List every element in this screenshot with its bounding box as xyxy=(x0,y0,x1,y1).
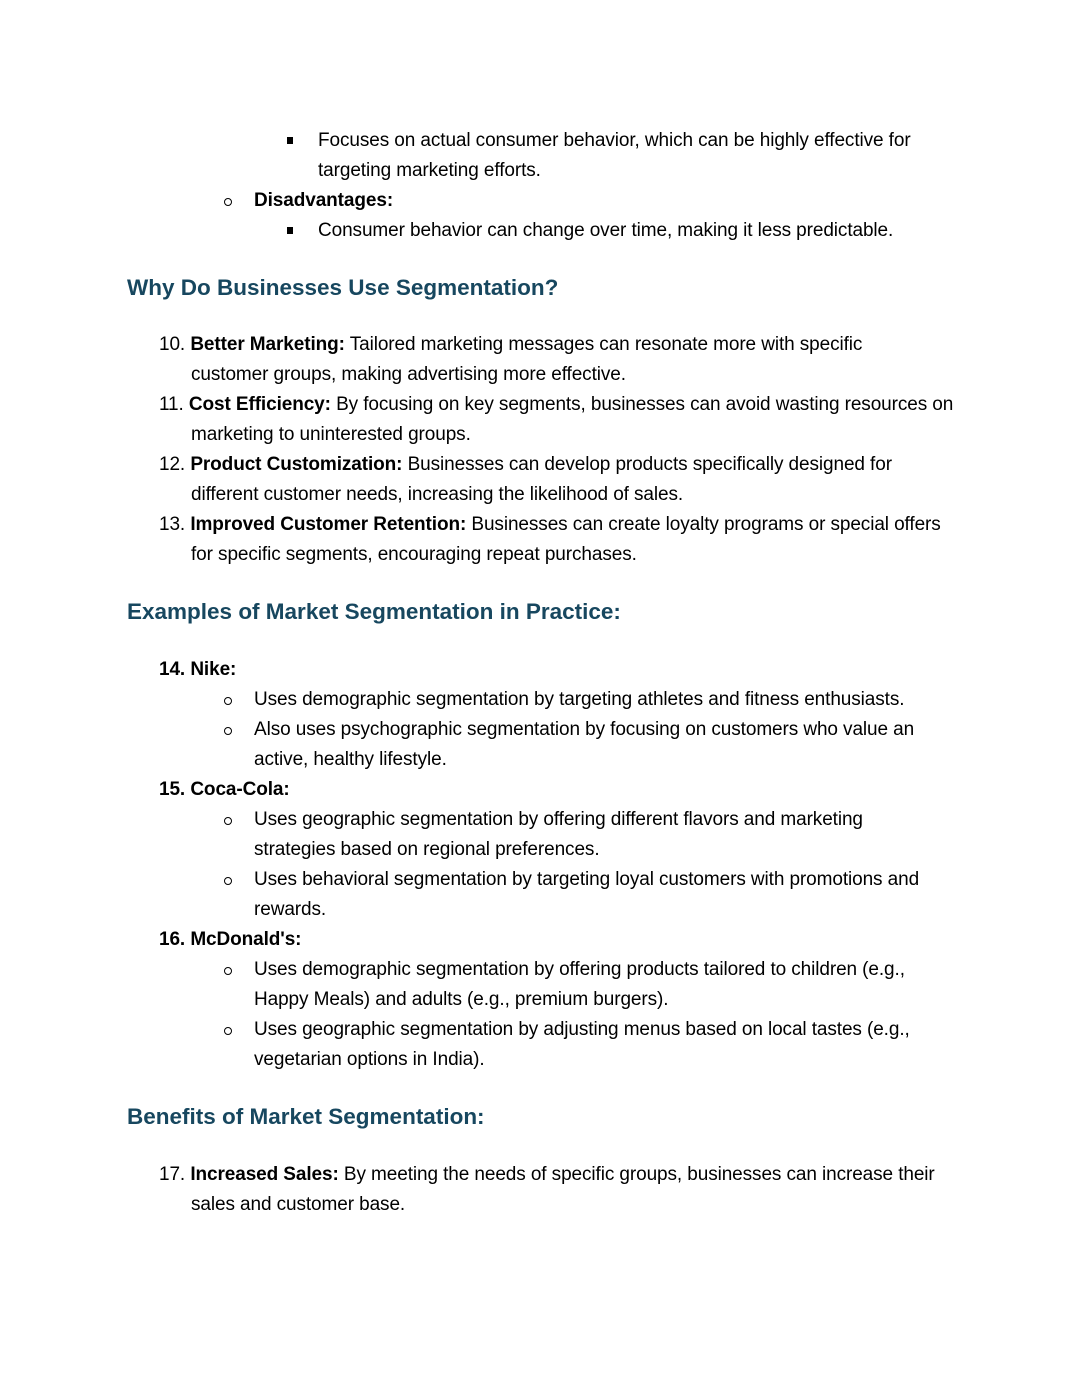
circle-bullet-icon xyxy=(224,877,232,885)
item-text: Tailored marketing messages can resonate more with specific xyxy=(344,334,863,355)
bullet-text: Consumer behavior can change over time, making it less predictable. xyxy=(318,220,894,241)
bullet-text: Uses demographic segmentation by offering products tailored to children (e.g., xyxy=(254,959,905,980)
circle-bullet-icon xyxy=(224,727,232,735)
bullet-text-continued: active, healthy lifestyle. xyxy=(254,749,447,770)
bullet-text-continued: Happy Meals) and adults (e.g., premium burgers). xyxy=(254,989,669,1010)
example-title xyxy=(159,925,301,955)
item-label: McDonald's: xyxy=(190,929,302,950)
item-text-continued: sales and customer base. xyxy=(191,1194,406,1215)
bullet-text: Uses geographic segmentation by adjusting menus based on local tastes (e.g., xyxy=(254,1019,910,1040)
item-label: Nike: xyxy=(190,659,237,680)
example-title xyxy=(159,655,236,685)
disadvantages-label: Disadvantages: xyxy=(254,190,394,211)
item-label: Better Marketing: xyxy=(190,334,345,355)
item-label: Coca-Cola: xyxy=(190,779,290,800)
circle-bullet-icon xyxy=(224,198,232,206)
square-bullet-icon xyxy=(287,227,293,234)
item-text: By meeting the needs of specific groups, businesses can increase their xyxy=(338,1164,935,1185)
bullet-text: Uses geographic segmentation by offering different flavors and marketing xyxy=(254,809,863,830)
list-item xyxy=(159,450,892,480)
item-text: Businesses can develop products specifically designed for xyxy=(402,454,892,475)
circle-bullet-icon xyxy=(224,697,232,705)
bullet-text: Focuses on actual consumer behavior, which can be highly effective for xyxy=(318,130,911,151)
item-label: Product Customization: xyxy=(190,454,403,475)
bullet-text-continued: strategies based on regional preferences. xyxy=(254,839,600,860)
bullet-text: targeting marketing efforts. xyxy=(318,160,541,181)
item-number: 16. xyxy=(159,929,186,950)
list-item xyxy=(159,330,862,360)
circle-bullet-icon xyxy=(224,1027,232,1035)
section-heading-examples: Examples of Market Segmentation in Practice: xyxy=(127,599,621,624)
item-number: 11. xyxy=(159,394,184,415)
bullet-text-continued: vegetarian options in India). xyxy=(254,1049,485,1070)
item-number: 17. xyxy=(159,1164,186,1185)
circle-bullet-icon xyxy=(224,817,232,825)
item-label: Cost Efficiency: xyxy=(188,394,331,415)
bullet-text: Also uses psychographic segmentation by focusing on customers who value an xyxy=(254,719,915,740)
item-text: Businesses can create loyalty programs or special offers xyxy=(466,514,941,535)
bullet-text: Uses demographic segmentation by targeting athletes and fitness enthusiasts. xyxy=(254,689,905,710)
bullet-text-continued: rewards. xyxy=(254,899,327,920)
item-number: 10. xyxy=(159,334,186,355)
section-heading-benefits: Benefits of Market Segmentation: xyxy=(127,1104,485,1129)
item-label: Increased Sales: xyxy=(190,1164,339,1185)
section-heading-why: Why Do Businesses Use Segmentation? xyxy=(127,275,559,300)
item-number: 12. xyxy=(159,454,186,475)
circle-bullet-icon xyxy=(224,967,232,975)
square-bullet-icon xyxy=(287,137,293,144)
item-number: 14. xyxy=(159,659,186,680)
bullet-text: Uses behavioral segmentation by targeting loyal customers with promotions and xyxy=(254,869,920,890)
example-title xyxy=(159,775,290,805)
list-item xyxy=(159,390,953,420)
list-item xyxy=(159,510,941,540)
item-text-continued: different customer needs, increasing the likelihood of sales. xyxy=(191,484,684,505)
item-text: By focusing on key segments, businesses can avoid wasting resources on xyxy=(330,394,954,415)
item-number: 15. xyxy=(159,779,186,800)
item-text-continued: customer groups, making advertising more effective. xyxy=(191,364,626,385)
item-label: Improved Customer Retention: xyxy=(190,514,467,535)
list-item xyxy=(159,1160,935,1190)
item-number: 13. xyxy=(159,514,186,535)
item-text-continued: for specific segments, encouraging repeat purchases. xyxy=(191,544,637,565)
item-text-continued: marketing to uninterested groups. xyxy=(191,424,471,445)
